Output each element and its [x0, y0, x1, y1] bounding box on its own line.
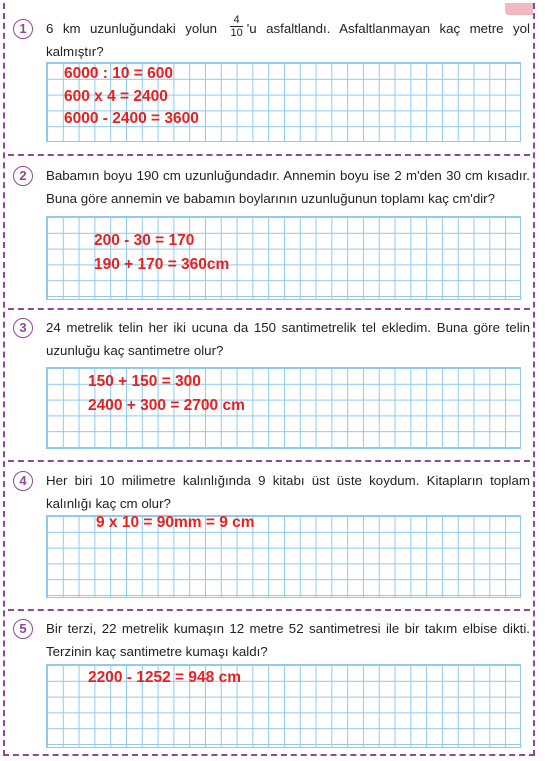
problem-number: 1	[13, 19, 33, 39]
fraction-numerator: 4	[230, 14, 242, 27]
section-divider	[8, 154, 530, 156]
answer-line: 190 + 170 = 360cm	[94, 256, 230, 273]
answer-line: 200 - 30 = 170	[94, 232, 195, 249]
problem-number: 5	[13, 619, 33, 639]
question-text	[46, 13, 530, 63]
fraction-denominator: 10	[230, 26, 243, 39]
fraction	[230, 14, 242, 39]
problem-number: 2	[13, 166, 33, 186]
question-text-before: 6 km uzunluğundaki yolun	[46, 21, 217, 36]
problem-number: 4	[13, 471, 33, 491]
answer-line: 2200 - 1252 = 948 cm	[88, 669, 241, 686]
answer-line: 6000 - 2400 = 3600	[64, 110, 199, 127]
question-text: Bir terzi, 22 metrelik kumaşın 12 metre 52 santimetresi ile bir takım elbise dikti. Terzinin kaç santimetre kumaşı kaldı?	[46, 621, 530, 659]
question-text: Babamın boyu 190 cm uzunluğundadır. Annemin boyu ise 2 m'den 30 cm kısadır. Buna göre annemin ve babamın boylarının uzunluğunun toplamı kaç cm'dir?	[46, 168, 530, 206]
answer-line: 2400 + 300 = 2700 cm	[88, 397, 245, 414]
question-text-after: 'u asfaltlandı. Asfaltlanmayan kaç metre yol kalmıştır?	[46, 21, 530, 59]
problem-number: 3	[13, 318, 33, 338]
section-divider	[8, 609, 530, 611]
section-divider	[8, 460, 530, 462]
corner-tab	[505, 3, 533, 15]
section-divider	[8, 308, 530, 310]
answer-line: 600 x 4 = 2400	[64, 88, 168, 105]
answer-line: 6000 : 10 = 600	[64, 65, 174, 82]
question-text: Her biri 10 milimetre kalınlığında 9 kitabı üst üste koydum. Kitapların toplam kalınlığı kaç cm olur?	[46, 473, 530, 511]
answer-line: 150 + 150 = 300	[88, 373, 201, 390]
answer-line: 9 x 10 = 90mm = 9 cm	[96, 514, 255, 531]
question-text: 24 metrelik telin her iki ucuna da 150 santimetrelik tel ekledim. Buna göre telin uzunluğu kaç santimetre olur?	[46, 320, 530, 358]
